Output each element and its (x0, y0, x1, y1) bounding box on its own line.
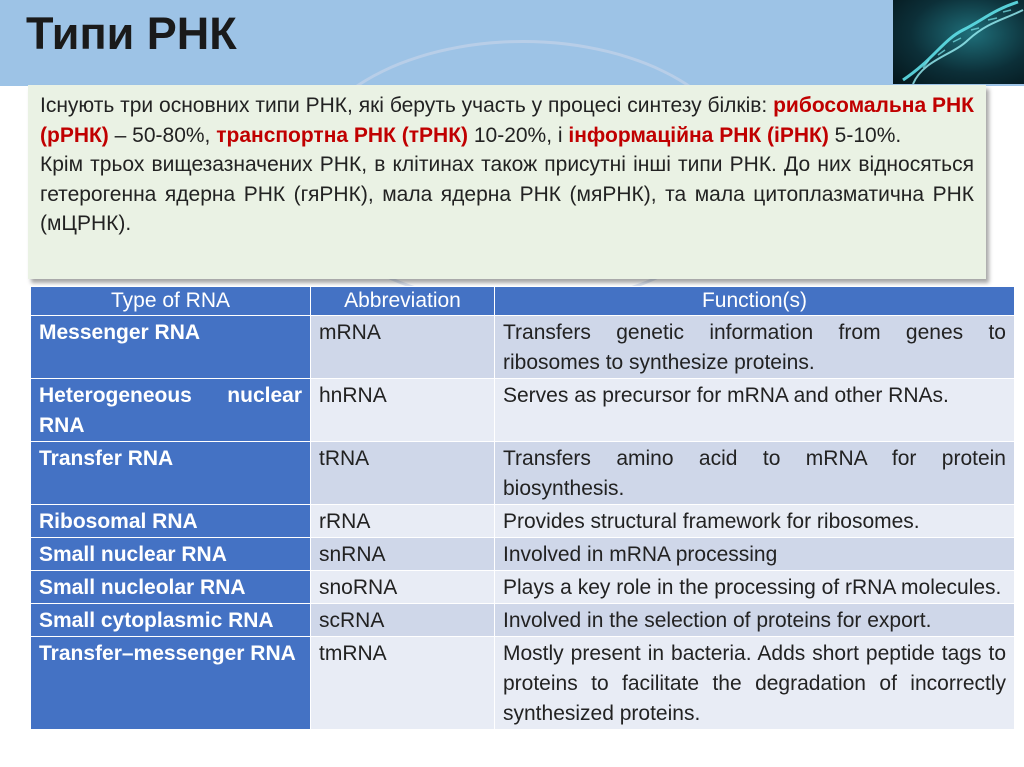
cell-type: Transfer RNA (31, 442, 311, 505)
cell-function: Provides structural framework for ribosomes. (495, 505, 1015, 538)
rna-types-table (30, 286, 1015, 730)
table-row (31, 505, 1015, 538)
cell-abbreviation: rRNA (311, 505, 495, 538)
intro-box (28, 85, 986, 279)
irna-highlight: інформаційна РНК (іРНК) (568, 123, 829, 147)
intro-text: Існують три основних типи РНК, які беруть участь у процесі синтезу білків: (40, 94, 774, 117)
cell-function: Transfers amino acid to mRNA for protein biosynthesis. (495, 442, 1015, 505)
dna-helix-icon (893, 0, 1024, 84)
table-row (31, 442, 1015, 505)
cell-type: Small cytoplasmic RNA (31, 604, 311, 637)
cell-type: Ribosomal RNA (31, 505, 311, 538)
intro-paragraph-1 (40, 91, 974, 150)
cell-type: Transfer–messenger RNA (31, 637, 311, 730)
header-type: Type of RNA (31, 287, 311, 316)
cell-abbreviation: hnRNA (311, 379, 495, 442)
cell-type: Heterogeneous nuclear RNA (31, 379, 311, 442)
cell-abbreviation: tmRNA (311, 637, 495, 730)
rrna-highlight: рибосомальна РНК (рРНК) (40, 94, 974, 147)
table-header-row (31, 287, 1015, 316)
table-row (31, 538, 1015, 571)
cell-abbreviation: snoRNA (311, 571, 495, 604)
intro-text: 10-20%, і (468, 123, 569, 147)
header-abbreviation: Abbreviation (311, 287, 495, 316)
cell-function: Mostly present in bacteria. Adds short peptide tags to proteins to facilitate the degradation of incorrectly synthesized proteins. (495, 637, 1015, 730)
intro-paragraph-2: Крім трьох вищезазначених РНК, в клітинах також присутні інші типи РНК. До них відносяться гетерогенна ядерна РНК (гяРНК), мала ядерна РНК (мяРНК), та мала цитоплазматична РНК (мЦРНК). (40, 153, 974, 235)
cell-function: Serves as precursor for mRNA and other RNAs. (495, 379, 1015, 442)
cell-function: Transfers genetic information from genes to ribosomes to synthesize proteins. (495, 316, 1015, 379)
cell-function: Plays a key role in the processing of rRNA molecules. (495, 571, 1015, 604)
cell-function: Involved in the selection of proteins for export. (495, 604, 1015, 637)
table-row (31, 316, 1015, 379)
page-title: Типи РНК (26, 8, 237, 59)
cell-type: Small nuclear RNA (31, 538, 311, 571)
table-row (31, 604, 1015, 637)
cell-type: Messenger RNA (31, 316, 311, 379)
table-row (31, 379, 1015, 442)
cell-type: Small nucleolar RNA (31, 571, 311, 604)
intro-text: – 50-80%, (108, 123, 217, 147)
dna-helix-graphic (893, 0, 1024, 84)
cell-function: Involved in mRNA processing (495, 538, 1015, 571)
header-functions: Function(s) (495, 287, 1015, 316)
trna-highlight: транспортна РНК (тРНК) (216, 123, 469, 147)
cell-abbreviation: snRNA (311, 538, 495, 571)
cell-abbreviation: tRNA (311, 442, 495, 505)
table-row (31, 571, 1015, 604)
intro-text: 5-10%. (828, 123, 902, 147)
cell-abbreviation: mRNA (311, 316, 495, 379)
table-row (31, 637, 1015, 730)
cell-abbreviation: scRNA (311, 604, 495, 637)
